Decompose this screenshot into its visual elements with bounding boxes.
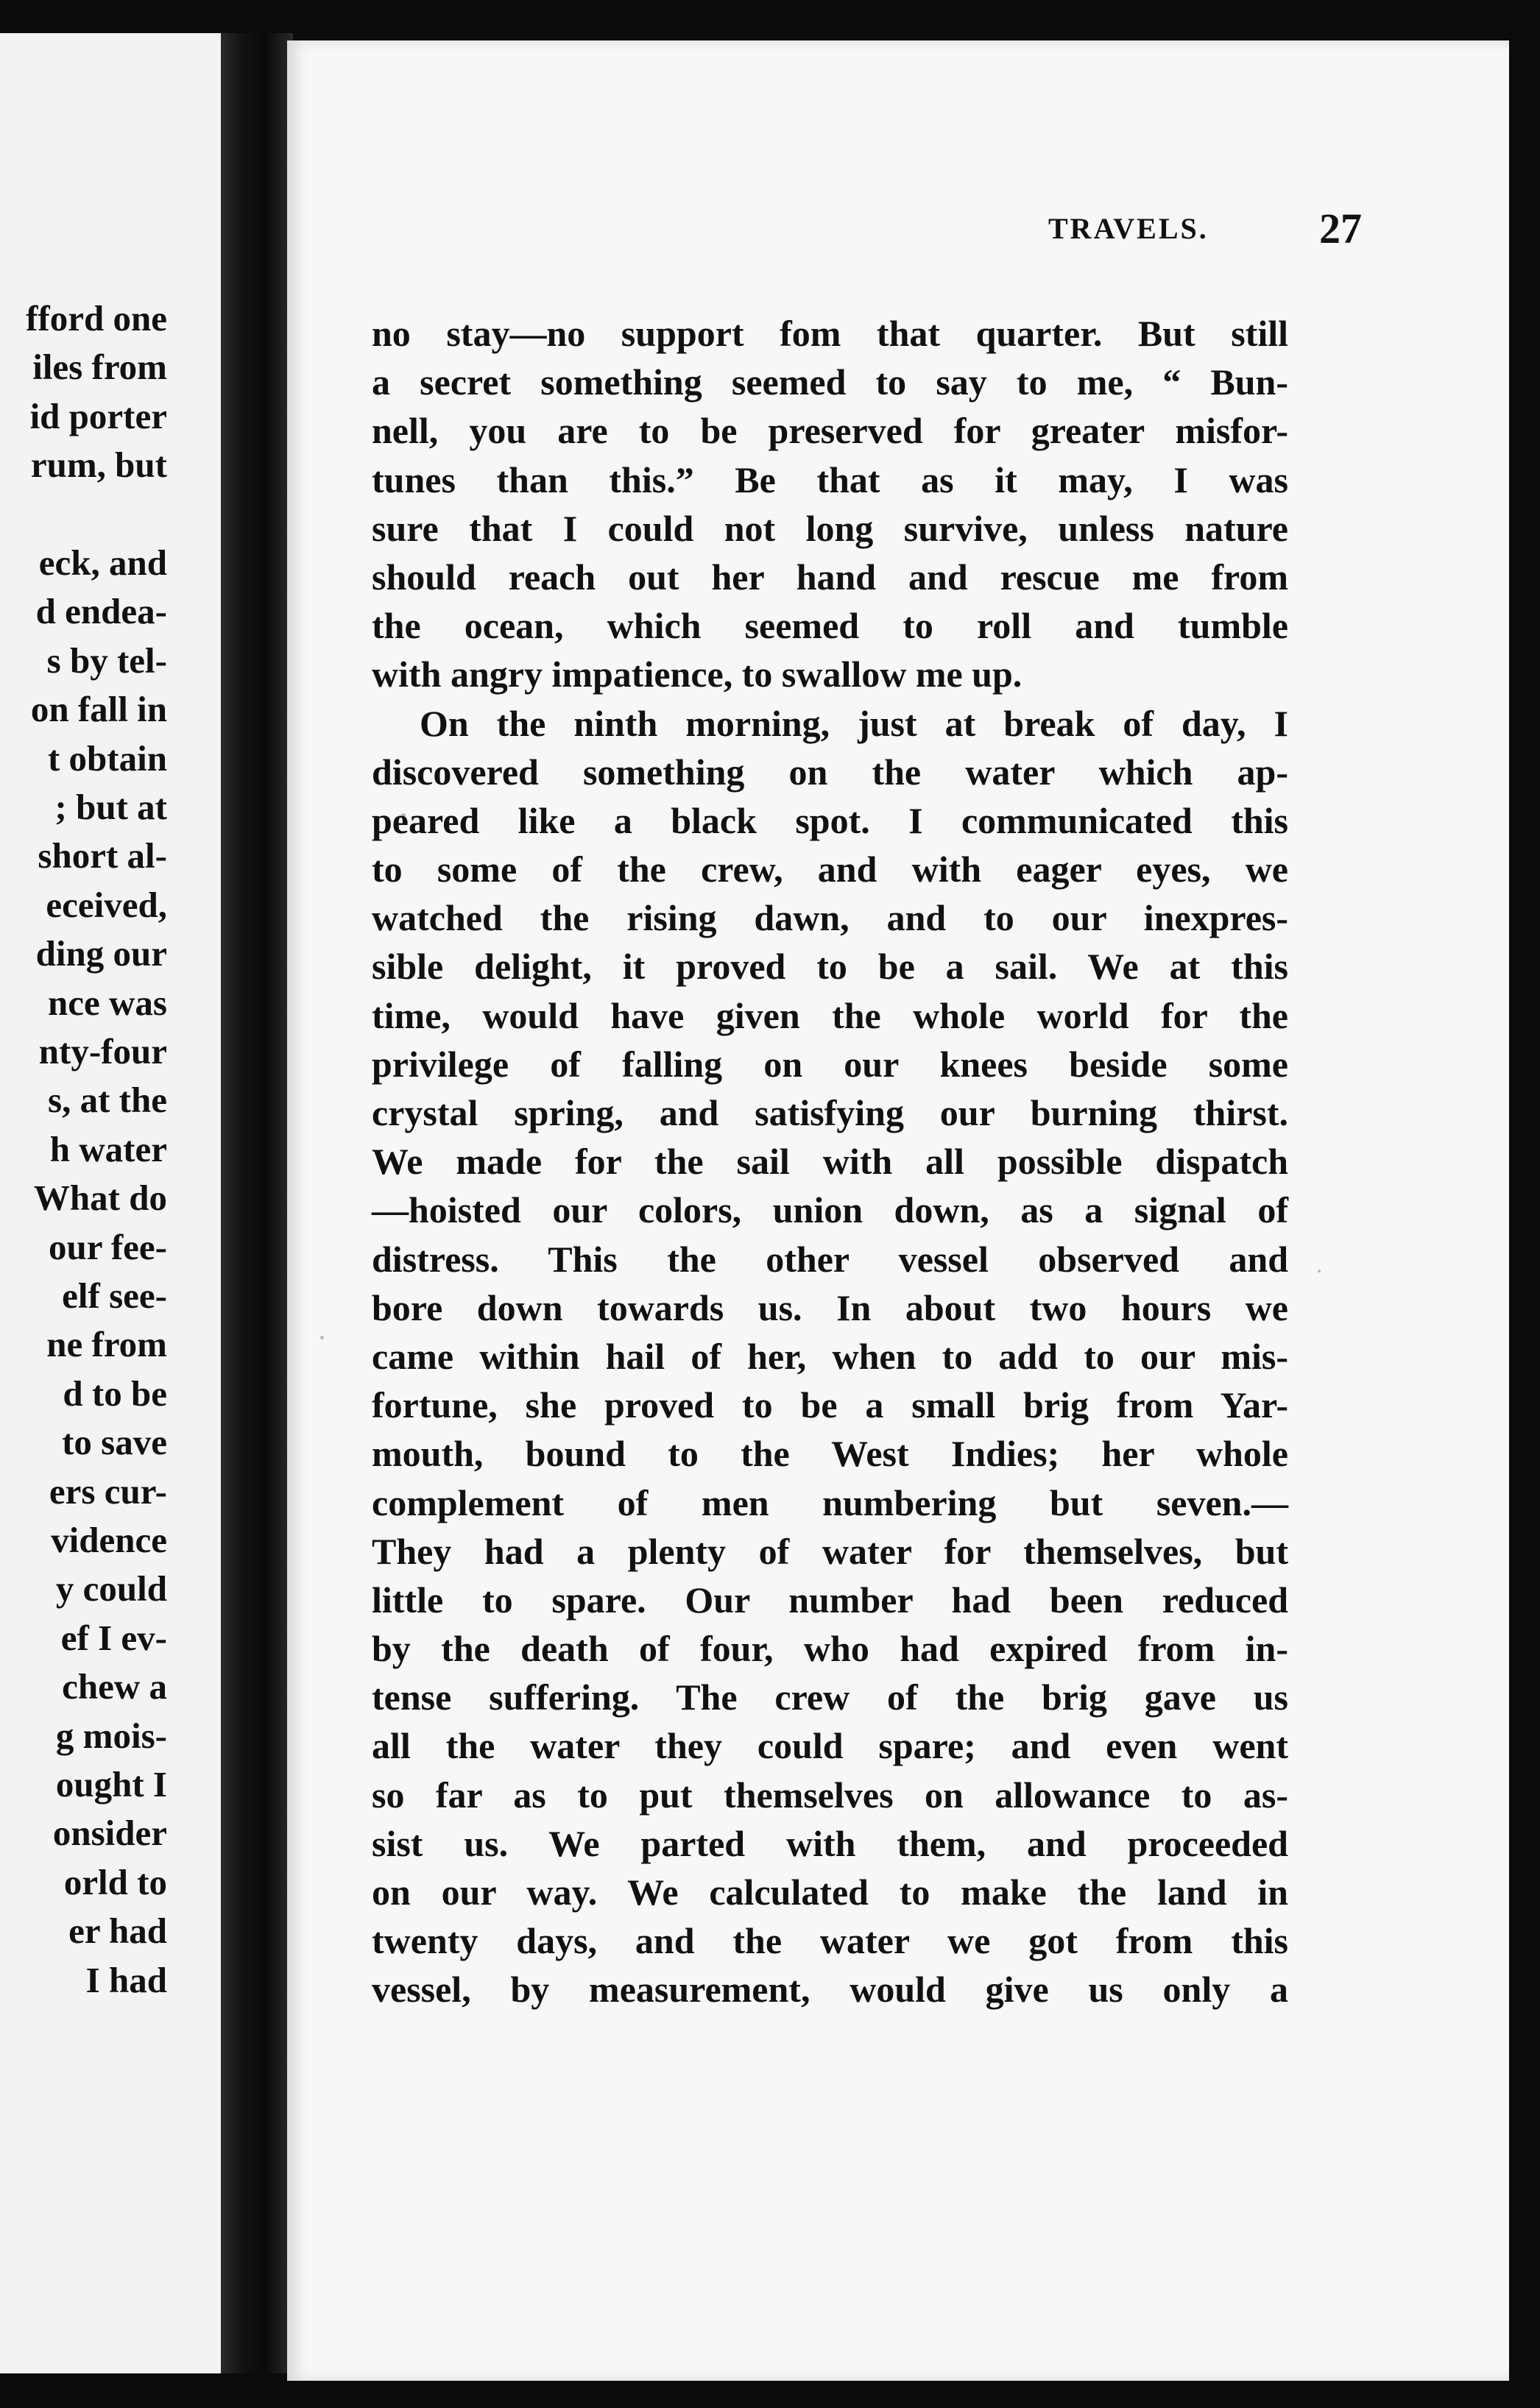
paper-speck <box>401 813 406 818</box>
facing-page-line-fragment: s, at the <box>48 1080 167 1121</box>
binding-gutter <box>221 33 293 2373</box>
body-line: no stay—no support fom that quarter. But still <box>372 313 1288 354</box>
facing-page-line-fragment: eceived, <box>46 884 167 925</box>
body-line: little to spare. Our number had been reduced <box>372 1579 1288 1621</box>
page-number: 27 <box>1319 205 1362 252</box>
body-line: tense suffering. The crew of the brig gave us <box>372 1676 1288 1718</box>
facing-page-line-fragment: onsider <box>52 1813 167 1854</box>
body-line: watched the rising dawn, and to our inexpres- <box>372 897 1288 939</box>
facing-page-line-fragment: nty-four <box>38 1031 167 1072</box>
paragraph-start-line: On the ninth morning, just at break of day, I <box>420 702 1288 744</box>
facing-page-line-fragment: I had <box>85 1959 167 2000</box>
facing-page-line-fragment: short al- <box>38 835 167 877</box>
body-line: all the water they could spare; and even went <box>372 1725 1288 1767</box>
facing-page-line-fragment: orld to <box>63 1861 167 1902</box>
facing-page-line-fragment: g mois- <box>55 1715 167 1756</box>
body-line: with angry impatience, to swallow me up. <box>372 654 1022 695</box>
body-line: so far as to put themselves on allowance to as- <box>372 1774 1288 1816</box>
body-line: a secret something seemed to say to me, “ Bun- <box>372 361 1288 403</box>
body-line: sist us. We parted with them, and proceeded <box>372 1822 1288 1864</box>
facing-page-line-fragment: ding our <box>35 933 167 974</box>
body-line: fortune, she proved to be a small brig from Yar- <box>372 1384 1288 1426</box>
body-line: tunes than this.” Be that as it may, I was <box>372 458 1288 500</box>
body-line: mouth, bound to the West Indies; her whole <box>372 1433 1288 1475</box>
facing-page-line-fragment: nce was <box>48 982 167 1023</box>
facing-page-line-fragment: ers cur- <box>49 1470 167 1512</box>
body-line: peared like a black spot. I communicated this <box>372 799 1288 841</box>
facing-page-line-fragment: ; but at <box>54 787 167 827</box>
facing-page-line-fragment: s by tel- <box>46 640 167 681</box>
body-line: sible delight, it proved to be a sail. We at this <box>372 946 1288 988</box>
facing-page-fragment <box>0 33 254 2373</box>
book-page <box>287 40 1509 2381</box>
body-line: on our way. We calculated to make the land in <box>372 1871 1288 1913</box>
body-line: to some of the crew, and with eager eyes, we <box>372 849 1288 890</box>
facing-page-line-fragment: chew a <box>62 1666 167 1707</box>
body-line: nell, you are to be preserved for greater misfor- <box>372 410 1288 452</box>
facing-page-line-fragment: eck, and <box>38 542 167 583</box>
body-line: by the death of four, who had expired from in- <box>372 1628 1288 1670</box>
body-line: bore down towards us. In about two hours we <box>372 1286 1288 1328</box>
body-line: should reach out her hand and rescue me from <box>372 556 1288 598</box>
body-line: They had a plenty of water for themselves, but <box>372 1530 1288 1572</box>
facing-page-line-fragment: h water <box>49 1128 167 1169</box>
facing-page-line-fragment: y could <box>55 1568 167 1610</box>
body-line: crystal spring, and satisfying our burning thirst. <box>372 1092 1288 1133</box>
facing-page-line-fragment: ne from <box>46 1324 167 1365</box>
body-line: sure that I could not long survive, unless nature <box>372 507 1288 549</box>
body-line: complement of men numbering but seven.— <box>372 1481 1288 1523</box>
facing-page-line-fragment: What do <box>33 1178 167 1219</box>
facing-page-line-fragment: vidence <box>51 1520 167 1560</box>
facing-page-line-fragment: elf see- <box>62 1275 167 1316</box>
facing-page-line-fragment: d endea- <box>35 591 167 632</box>
body-line: the ocean, which seemed to roll and tumble <box>372 605 1288 647</box>
body-line: —hoisted our colors, union down, as a signal of <box>372 1189 1288 1231</box>
facing-page-line-fragment: ef I ev- <box>60 1617 167 1658</box>
facing-page-line-fragment: on fall in <box>30 689 167 730</box>
body-line: vessel, by measurement, would give us only a <box>372 1969 1288 2011</box>
facing-page-line-fragment: id porter <box>29 395 167 436</box>
body-text <box>372 309 1288 2014</box>
facing-page-line-fragment: er had <box>68 1911 167 1952</box>
facing-page-line-fragment: fford one <box>26 298 167 339</box>
facing-page-line-fragment: to save <box>62 1422 167 1463</box>
facing-page-line-fragment: iles from <box>32 347 167 388</box>
running-head: TRAVELS. <box>1048 212 1209 245</box>
body-line: discovered something on the water which ap- <box>372 751 1288 793</box>
facing-page-line-fragment: d to be <box>63 1373 167 1414</box>
body-line: privilege of falling on our knees beside some <box>372 1043 1288 1085</box>
facing-page-line-fragment: ought I <box>55 1764 167 1805</box>
facing-page-line-fragment: our fee- <box>49 1226 167 1267</box>
facing-page-line-fragment: t obtain <box>47 737 167 779</box>
paper-speck <box>320 1336 324 1339</box>
facing-page-line-fragment: rum, but <box>30 445 167 486</box>
body-line: time, would have given the whole world for the <box>372 994 1288 1036</box>
body-line: twenty days, and the water we got from this <box>372 1920 1288 1962</box>
paper-speck <box>1318 1269 1321 1272</box>
body-line: distress. This the other vessel observed and <box>372 1238 1288 1280</box>
body-line: came within hail of her, when to add to our mis- <box>372 1335 1288 1377</box>
body-line: We made for the sail with all possible dispatch <box>372 1141 1288 1183</box>
